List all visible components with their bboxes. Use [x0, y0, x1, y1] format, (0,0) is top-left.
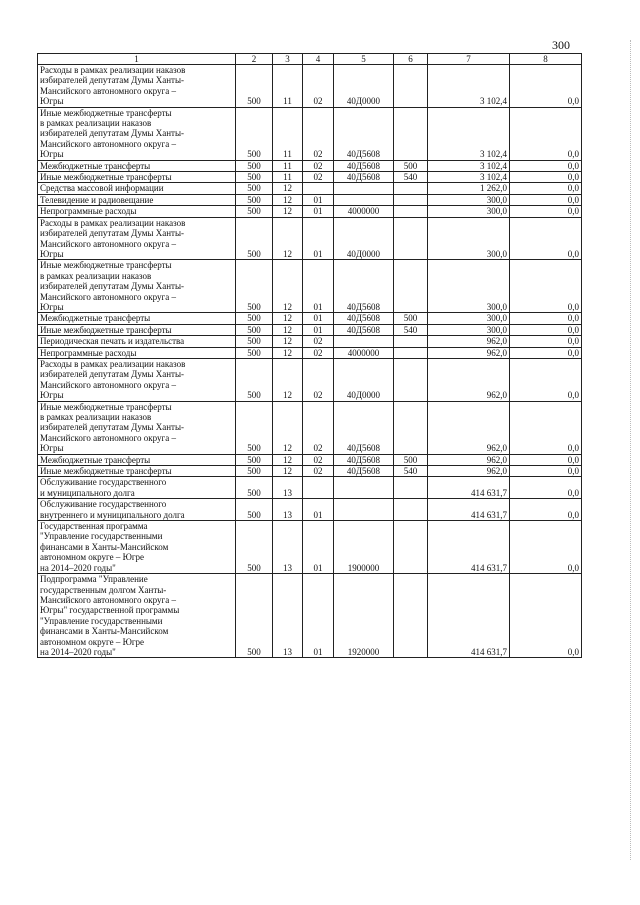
row-amount: 3 102,4: [428, 65, 510, 108]
row-section: 12: [273, 347, 303, 358]
row-expense-type: 500: [394, 160, 428, 171]
row-amount-2: 0,0: [510, 466, 582, 477]
row-name: Обслуживание государственного внутреннего и муниципального долга: [38, 499, 236, 521]
row-expense-type: 500: [394, 313, 428, 324]
row-name: Обслуживание государственного и муниципального долга: [38, 477, 236, 499]
row-section: 11: [273, 65, 303, 108]
header-cell-5: 5: [334, 54, 394, 65]
row-section: 13: [273, 521, 303, 574]
table-row: [38, 313, 582, 324]
row-name: Непрограммные расходы: [38, 347, 236, 358]
row-subsection: 02: [303, 336, 334, 347]
row-subsection: 01: [303, 313, 334, 324]
row-code: 500: [236, 466, 273, 477]
row-subsection: 02: [303, 347, 334, 358]
row-amount-2: 0,0: [510, 499, 582, 521]
row-expense-type: 540: [394, 172, 428, 183]
row-subsection: 01: [303, 206, 334, 217]
row-section: 12: [273, 206, 303, 217]
row-expense-type: [394, 336, 428, 347]
table-row: [38, 574, 582, 658]
row-subsection: 01: [303, 217, 334, 260]
row-amount: 3 102,4: [428, 107, 510, 160]
row-name: Иные межбюджетные трансферты в рамках реализации наказов избирателей депутатам Думы Ханты- Мансийского автономного округа – Югры: [38, 401, 236, 454]
row-name: Непрограммные расходы: [38, 206, 236, 217]
row-code: 500: [236, 499, 273, 521]
row-amount-2: 0,0: [510, 521, 582, 574]
row-amount: 300,0: [428, 313, 510, 324]
row-target-article: 40Д5608: [334, 172, 394, 183]
row-name: Подпрограмма "Управление государственным долгом Ханты- Мансийского автономного округа – Югры" государственной программы "Управление государственными финансами в Ханты-Мансийском автономном округе – Югре на 2014–2020 годы": [38, 574, 236, 658]
row-code: 500: [236, 313, 273, 324]
row-amount-2: 0,0: [510, 336, 582, 347]
row-target-article: 40Д5608: [334, 107, 394, 160]
row-section: 12: [273, 324, 303, 335]
row-amount: 300,0: [428, 194, 510, 205]
row-expense-type: [394, 358, 428, 401]
row-subsection: 01: [303, 499, 334, 521]
row-subsection: 02: [303, 65, 334, 108]
table-body: [38, 65, 582, 658]
row-target-article: [334, 477, 394, 499]
row-target-article: [334, 183, 394, 194]
row-amount-2: 0,0: [510, 477, 582, 499]
row-amount: 3 102,4: [428, 172, 510, 183]
row-amount-2: 0,0: [510, 574, 582, 658]
row-section: 13: [273, 574, 303, 658]
row-amount: 300,0: [428, 217, 510, 260]
row-name: Межбюджетные трансферты: [38, 313, 236, 324]
row-expense-type: 500: [394, 454, 428, 465]
table-row: [38, 454, 582, 465]
row-code: 500: [236, 172, 273, 183]
row-section: 12: [273, 358, 303, 401]
row-target-article: 40Д5608: [334, 260, 394, 313]
row-code: 500: [236, 574, 273, 658]
row-code: 500: [236, 477, 273, 499]
row-code: 500: [236, 160, 273, 171]
row-section: 12: [273, 183, 303, 194]
row-amount-2: 0,0: [510, 347, 582, 358]
row-amount: 300,0: [428, 260, 510, 313]
row-expense-type: [394, 194, 428, 205]
row-section: 12: [273, 194, 303, 205]
row-section: 12: [273, 454, 303, 465]
row-target-article: 40Д5608: [334, 324, 394, 335]
header-cell-8: 8: [510, 54, 582, 65]
table-row: [38, 466, 582, 477]
table-row: [38, 217, 582, 260]
row-amount-2: 0,0: [510, 260, 582, 313]
row-subsection: 02: [303, 160, 334, 171]
row-target-article: [334, 499, 394, 521]
row-name: Иные межбюджетные трансферты: [38, 172, 236, 183]
row-amount: 962,0: [428, 454, 510, 465]
row-code: 500: [236, 107, 273, 160]
row-expense-type: 540: [394, 324, 428, 335]
row-section: 12: [273, 217, 303, 260]
row-subsection: 02: [303, 358, 334, 401]
scan-edge-artifact: [630, 40, 632, 860]
row-target-article: 40Д5608: [334, 454, 394, 465]
row-amount: 3 102,4: [428, 160, 510, 171]
row-expense-type: 540: [394, 466, 428, 477]
row-subsection: 02: [303, 401, 334, 454]
row-target-article: 1900000: [334, 521, 394, 574]
row-amount: 962,0: [428, 347, 510, 358]
row-amount: 414 631,7: [428, 521, 510, 574]
row-subsection: 01: [303, 574, 334, 658]
table-row: [38, 260, 582, 313]
row-name: Периодическая печать и издательства: [38, 336, 236, 347]
row-target-article: 40Д0000: [334, 65, 394, 108]
row-section: 13: [273, 477, 303, 499]
row-target-article: 1920000: [334, 574, 394, 658]
row-target-article: 40Д5608: [334, 160, 394, 171]
row-target-article: 40Д0000: [334, 217, 394, 260]
row-amount: 414 631,7: [428, 574, 510, 658]
row-amount-2: 0,0: [510, 206, 582, 217]
row-amount: 962,0: [428, 336, 510, 347]
row-section: 12: [273, 466, 303, 477]
table-row: [38, 401, 582, 454]
row-amount-2: 0,0: [510, 194, 582, 205]
row-name: Расходы в рамках реализации наказов избирателей депутатам Думы Ханты- Мансийского автономного округа – Югры: [38, 217, 236, 260]
row-section: 11: [273, 107, 303, 160]
header-cell-name: 1: [38, 54, 236, 65]
row-code: 500: [236, 454, 273, 465]
row-code: 500: [236, 183, 273, 194]
row-code: 500: [236, 336, 273, 347]
row-target-article: [334, 336, 394, 347]
row-code: 500: [236, 521, 273, 574]
header-cell-6: 6: [394, 54, 428, 65]
row-amount: 962,0: [428, 466, 510, 477]
row-section: 12: [273, 336, 303, 347]
table-row: [38, 183, 582, 194]
row-subsection: 02: [303, 107, 334, 160]
row-expense-type: [394, 65, 428, 108]
row-name: Иные межбюджетные трансферты в рамках реализации наказов избирателей депутатам Думы Ханты- Мансийского автономного округа – Югры: [38, 107, 236, 160]
row-section: 12: [273, 313, 303, 324]
row-amount: 414 631,7: [428, 499, 510, 521]
budget-table: [37, 53, 582, 658]
row-amount-2: 0,0: [510, 313, 582, 324]
row-amount-2: 0,0: [510, 401, 582, 454]
table-row: [38, 477, 582, 499]
table-row: [38, 206, 582, 217]
row-amount: 962,0: [428, 401, 510, 454]
row-code: 500: [236, 194, 273, 205]
row-subsection: 01: [303, 324, 334, 335]
row-amount: 962,0: [428, 358, 510, 401]
row-expense-type: [394, 206, 428, 217]
row-target-article: 40Д5608: [334, 466, 394, 477]
row-name: Иные межбюджетные трансферты: [38, 324, 236, 335]
row-target-article: 40Д5608: [334, 401, 394, 454]
table-row: [38, 336, 582, 347]
row-name: Иные межбюджетные трансферты: [38, 466, 236, 477]
row-amount-2: 0,0: [510, 107, 582, 160]
row-subsection: [303, 183, 334, 194]
row-expense-type: [394, 477, 428, 499]
row-subsection: 02: [303, 454, 334, 465]
row-amount-2: 0,0: [510, 183, 582, 194]
row-subsection: 01: [303, 194, 334, 205]
table-row: [38, 65, 582, 108]
row-subsection: [303, 477, 334, 499]
table-row: [38, 172, 582, 183]
row-expense-type: [394, 347, 428, 358]
row-subsection: 01: [303, 521, 334, 574]
row-subsection: 02: [303, 466, 334, 477]
row-subsection: 02: [303, 172, 334, 183]
row-expense-type: [394, 183, 428, 194]
row-code: 500: [236, 324, 273, 335]
row-amount: 300,0: [428, 206, 510, 217]
row-amount-2: 0,0: [510, 65, 582, 108]
row-name: Межбюджетные трансферты: [38, 160, 236, 171]
row-target-article: 40Д0000: [334, 358, 394, 401]
row-target-article: 4000000: [334, 206, 394, 217]
table-row: [38, 521, 582, 574]
table-row: [38, 358, 582, 401]
row-target-article: 40Д5608: [334, 313, 394, 324]
row-code: 500: [236, 65, 273, 108]
row-code: 500: [236, 260, 273, 313]
row-code: 500: [236, 401, 273, 454]
row-section: 13: [273, 499, 303, 521]
row-target-article: 4000000: [334, 347, 394, 358]
table-row: [38, 324, 582, 335]
row-amount-2: 0,0: [510, 324, 582, 335]
table-row: [38, 160, 582, 171]
row-name: Иные межбюджетные трансферты в рамках реализации наказов избирателей депутатам Думы Ханты- Мансийского автономного округа – Югры: [38, 260, 236, 313]
row-section: 12: [273, 401, 303, 454]
row-expense-type: [394, 521, 428, 574]
page-number: 300: [552, 38, 570, 52]
table-row: [38, 347, 582, 358]
row-section: 11: [273, 172, 303, 183]
row-amount-2: 0,0: [510, 172, 582, 183]
row-amount-2: 0,0: [510, 160, 582, 171]
row-code: 500: [236, 358, 273, 401]
row-target-article: [334, 194, 394, 205]
header-cell-3: 3: [273, 54, 303, 65]
row-name: Расходы в рамках реализации наказов избирателей депутатам Думы Ханты- Мансийского автономного округа – Югры: [38, 65, 236, 108]
row-name: Межбюджетные трансферты: [38, 454, 236, 465]
row-code: 500: [236, 347, 273, 358]
table-row: [38, 107, 582, 160]
row-expense-type: [394, 574, 428, 658]
row-section: 12: [273, 260, 303, 313]
row-expense-type: [394, 107, 428, 160]
header-cell-7: 7: [428, 54, 510, 65]
table-row: [38, 499, 582, 521]
row-subsection: 01: [303, 260, 334, 313]
table-row: [38, 194, 582, 205]
row-amount: 1 262,0: [428, 183, 510, 194]
header-row: [38, 54, 582, 65]
row-expense-type: [394, 499, 428, 521]
row-expense-type: [394, 260, 428, 313]
row-code: 500: [236, 217, 273, 260]
row-amount: 414 631,7: [428, 477, 510, 499]
row-expense-type: [394, 217, 428, 260]
row-section: 11: [273, 160, 303, 171]
row-name: Средства массовой информации: [38, 183, 236, 194]
row-amount-2: 0,0: [510, 217, 582, 260]
header-cell-2: 2: [236, 54, 273, 65]
header-cell-4: 4: [303, 54, 334, 65]
row-code: 500: [236, 206, 273, 217]
row-name: Расходы в рамках реализации наказов избирателей депутатам Думы Ханты- Мансийского автономного округа – Югры: [38, 358, 236, 401]
row-expense-type: [394, 401, 428, 454]
row-amount-2: 0,0: [510, 358, 582, 401]
row-amount: 300,0: [428, 324, 510, 335]
row-name: Телевидение и радиовещание: [38, 194, 236, 205]
row-name: Государственная программа "Управление государственными финансами в Ханты-Мансийском автономном округе – Югре на 2014–2020 годы": [38, 521, 236, 574]
row-amount-2: 0,0: [510, 454, 582, 465]
